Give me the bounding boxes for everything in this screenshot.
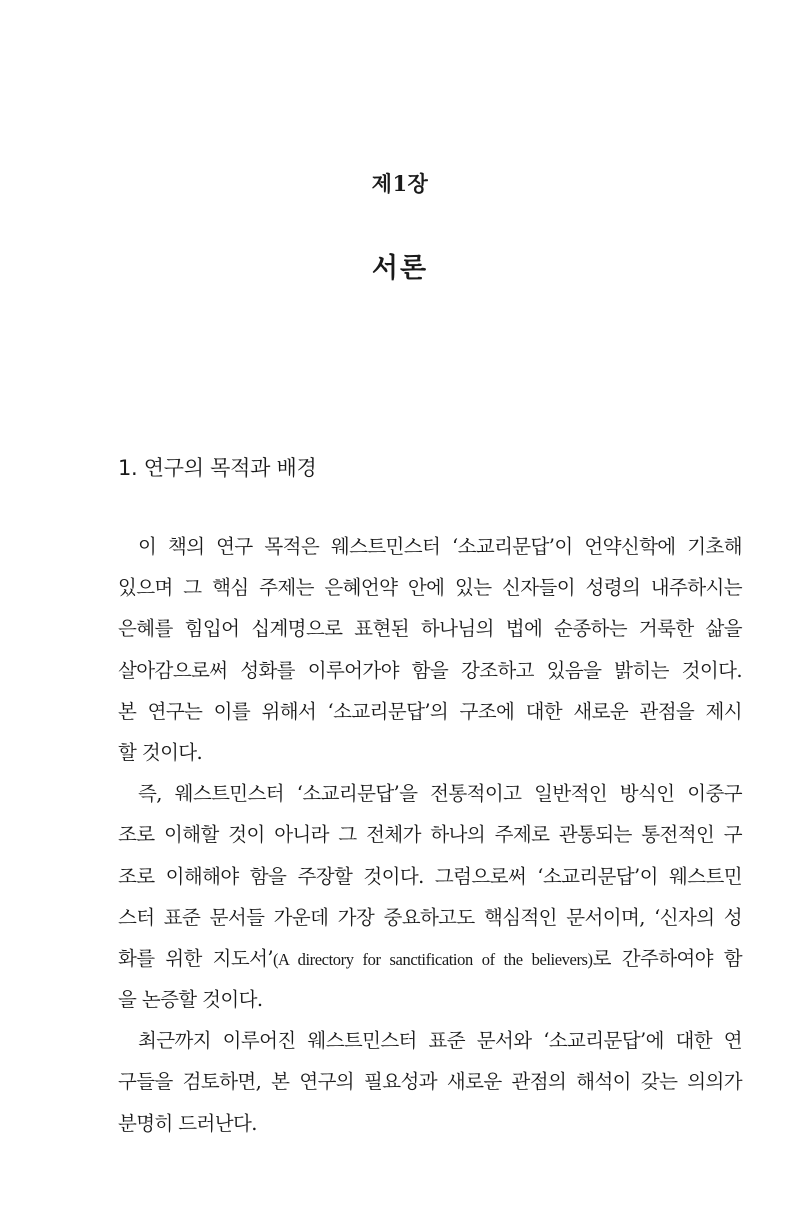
- paragraph-1-line-4: 살아감으로써 성화를 이루어가야 함을 강조하고 있음을 밝히는 것이다.: [118, 658, 742, 682]
- paragraph-2-line-5: [118, 938, 742, 979]
- paragraph-1-line-6: 할 것이다.: [118, 740, 203, 764]
- paragraph-2-line-5-korean-end: 로 간주하여야 함: [592, 946, 742, 970]
- paragraph-2-line-3: 조로 이해해야 함을 주장할 것이다. 그럼으로써 ‘소교리문답’이 웨스트민: [118, 864, 742, 888]
- chapter-label: 제1장: [371, 171, 429, 196]
- paragraph-1-line-5: 본 연구는 이를 위해서 ‘소교리문답’의 구조에 대한 새로운 관점을 제시: [118, 699, 742, 723]
- paragraph-2-line-4: 스터 표준 문서들 가운데 가장 중요하고도 핵심적인 문서이며, ‘신자의 성: [118, 905, 742, 929]
- paragraph-1-line-2: 있으며 그 핵심 주제는 은혜언약 안에 있는 신자들이 성령의 내주하시는: [118, 576, 742, 600]
- paragraph-2-line-1: 즉, 웨스트민스터 ‘소교리문답’을 전통적이고 일반적인 방식인 이중구: [138, 782, 742, 806]
- paragraph-3-line-1: 최근까지 이루어진 웨스트민스터 표준 문서와 ‘소교리문답’에 대한 연: [138, 1029, 742, 1053]
- paragraph-3-line-3: 분명히 드러난다.: [118, 1111, 257, 1135]
- paragraph-3-line-2: 구들을 검토하면, 본 연구의 필요성과 새로운 관점의 해석이 갖는 의의가: [118, 1070, 742, 1094]
- chapter-title: 서론: [371, 253, 429, 284]
- paragraph-1-line-1: 이 책의 연구 목적은 웨스트민스터 ‘소교리문답’이 언약신학에 기초해: [138, 535, 742, 558]
- paragraph-2-line-2: 조로 이해할 것이 아니라 그 전체가 하나의 주제로 관통되는 통전적인 구: [118, 823, 742, 847]
- paragraph-1-line-3: 은혜를 힘입어 십계명으로 표현된 하나님의 법에 순종하는 거룩한 삶을: [118, 617, 742, 641]
- english-phrase: (A directory for sanctification of the believers): [272, 949, 593, 969]
- paragraph-2-line-5-korean-start: 화를 위한 지도서’: [118, 946, 273, 970]
- body-text: [118, 526, 742, 1144]
- paragraph-2-line-6: 을 논증할 것이다.: [118, 988, 263, 1012]
- section-heading: 1. 연구의 목적과 배경: [118, 456, 317, 480]
